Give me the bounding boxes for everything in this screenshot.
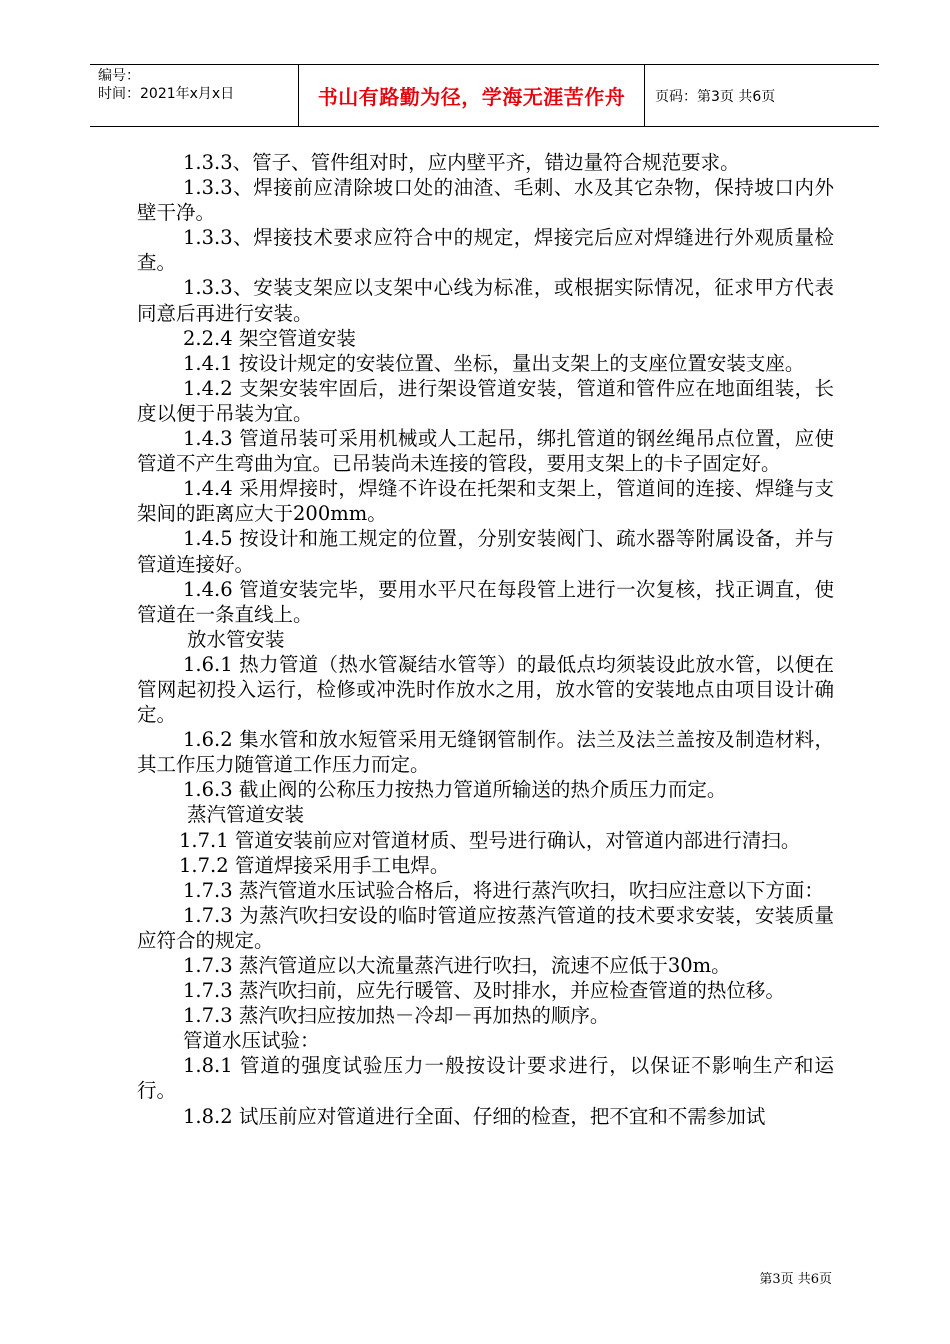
section-heading: 放水管安装 (187, 627, 285, 651)
paragraph: 1.7.3 为蒸汽吹扫安设的临时管道应按蒸汽管道的技术要求安装，安装质量应符合的规定。 (137, 903, 834, 952)
paragraph: 1.4.2 支架安装牢固后，进行架设管道安装，管道和管件应在地面组装，长度以便于吊装为宜。 (137, 376, 834, 425)
paragraph: 1.7.2 管道焊接采用手工电焊。 (179, 853, 450, 877)
paragraph: 1.7.3 蒸汽管道水压试验合格后，将进行蒸汽吹扫，吹扫应注意以下方面： (183, 878, 824, 902)
paragraph: 1.4.3 管道吊装可采用机械或人工起吊，绑扎管道的钢丝绳吊点位置，应使管道不产生弯曲为宜。已吊装尚未连接的管段，要用支架上的卡子固定好。 (137, 427, 834, 476)
header-meta (90, 65, 298, 126)
section-heading: 管道水压试验： (183, 1029, 320, 1053)
section-heading: 蒸汽管道安装 (187, 803, 305, 827)
section-heading: 2.2.4 架空管道安装 (183, 326, 356, 350)
paragraph: 1.7.3 蒸汽管道应以大流量蒸汽进行吹扫，流速不应低于30m。 (183, 954, 731, 977)
paragraph: 1.7.3 蒸汽吹扫前，应先行暖管、及时排水，并应检查管道的热位移。 (183, 979, 785, 1003)
paragraph: 1.4.4 采用焊接时，焊缝不许设在托架和支架上，管道间的连接、焊缝与支架间的距离应大于200mm。 (137, 477, 834, 526)
paragraph: 1.6.1 热力管道（热水管凝结水管等）的最低点均须装设此放水管，以便在管网起初投入运行，检修或冲洗时作放水之用，放水管的安装地点由项目设计确定。 (137, 652, 834, 727)
document-body (137, 150, 834, 1129)
paragraph: 1.3.3、安装支架应以支架中心线为标准，或根据实际情况，征求甲方代表同意后再进行安装。 (137, 276, 834, 325)
time-label: 时间：2021年x月x日 (98, 86, 235, 102)
paragraph: 1.4.6 管道安装完毕，要用水平尺在每段管上进行一次复核，找正调直，使管道在一条直线上。 (137, 577, 834, 626)
paragraph: 1.4.5 按设计和施工规定的位置，分别安装阀门、疏水器等附属设备，并与管道连接好。 (137, 527, 834, 576)
page-footer: 第3页 共6页 (759, 1272, 832, 1287)
paragraph: 1.7.3 蒸汽吹扫应按加热－冷却－再加热的顺序。 (183, 1004, 610, 1028)
header-page-info: 页码：第3页 共6页 (655, 88, 776, 105)
paragraph: 1.3.3、焊接前应清除坡口处的油渣、毛刺、水及其它杂物，保持坡口内外壁干净。 (137, 176, 834, 225)
page-header (90, 64, 879, 127)
paragraph: 1.3.3、焊接技术要求应符合中的规定，焊接完后应对焊缝进行外观质量检查。 (137, 226, 834, 275)
paragraph: 1.6.3 截止阀的公称压力按热力管道所输送的热介质压力而定。 (183, 778, 727, 802)
paragraph: 1.7.1 管道安装前应对管道材质、型号进行确认，对管道内部进行清扫。 (179, 828, 801, 852)
header-motto-cell (298, 65, 645, 126)
motto: 书山有路勤为径，学海无涯苦作舟 (317, 85, 626, 109)
paragraph: 1.3.3、管子、管件组对时，应内壁平齐，错边量符合规范要求。 (183, 151, 740, 174)
paragraph: 1.6.2 集水管和放水短管采用无缝钢管制作。法兰及法兰盖按及制造材料，其工作压力随管道工作压力而定。 (137, 728, 834, 777)
paragraph: 1.4.1 按设计规定的安装位置、坐标，量出支架上的支座位置安装支座。 (183, 351, 805, 375)
header-page-cell (645, 65, 879, 126)
paragraph: 1.8.1 管道的强度试验压力一般按设计要求进行，以保证不影响生产和运行。 (137, 1054, 834, 1103)
code-label: 编号： (98, 68, 140, 84)
paragraph: 1.8.2 试压前应对管道进行全面、仔细的检查，把不宜和不需参加试 (183, 1104, 766, 1128)
